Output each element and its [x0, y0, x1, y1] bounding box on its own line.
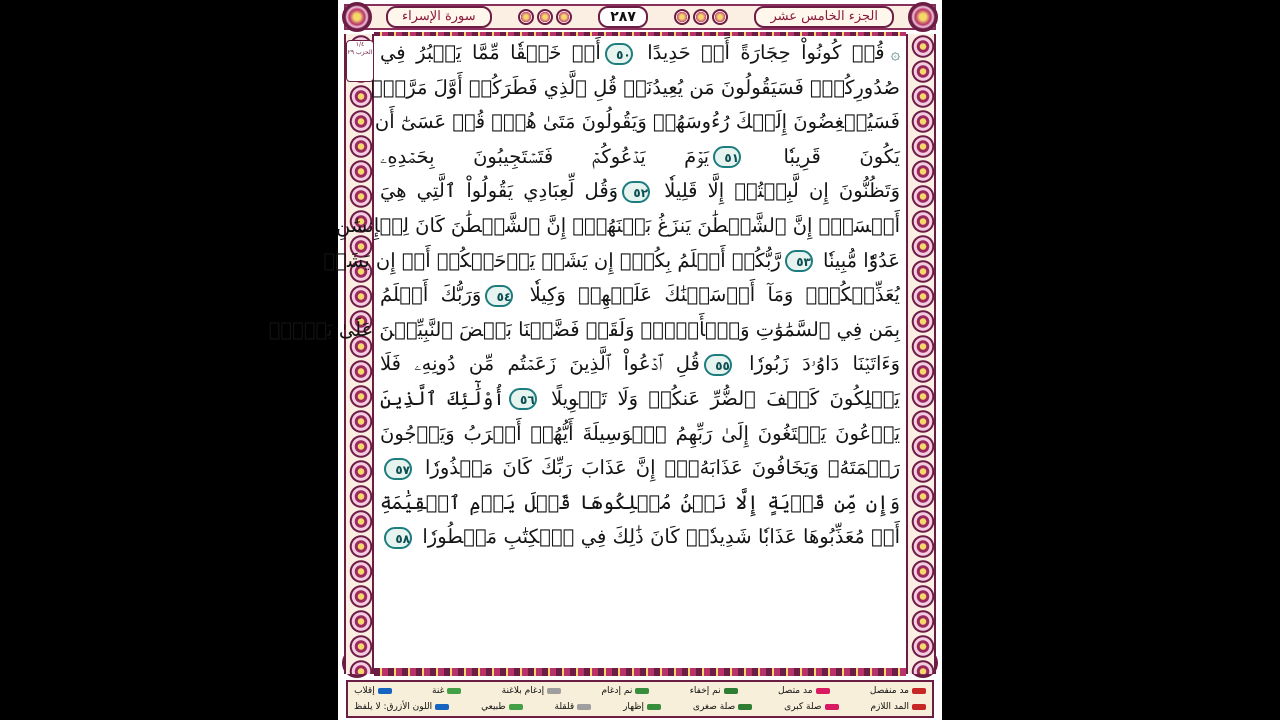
legend-item	[481, 699, 522, 715]
verse-text: رَحۡمَتَهُۥ وَيَخَافُونَ عَذَابَهُۥٓۚ إِنَّ عَذَابَ رَبِّكَ كَانَ مَحۡذُورٗا	[416, 456, 900, 480]
legend-label: إدغام بلاغنة	[501, 686, 545, 696]
legend-swatch	[724, 688, 738, 694]
ayah-number-marker: ٥٥	[704, 354, 732, 376]
text-line	[380, 347, 900, 382]
text-line	[380, 486, 900, 521]
legend-swatch	[825, 704, 839, 710]
page-header	[344, 4, 936, 30]
text-line	[380, 174, 900, 209]
hizb-marker: ١/٤ الحزب ٢٩	[346, 40, 374, 82]
verse-text: صُدُورِكُمۡۚ فَسَيَقُولُونَ مَن يُعِيدُنَاۖ قُلِ ٱلَّذِي فَطَرَكُمۡ أَوَّلَ مَرَّةٖۚ	[371, 75, 900, 99]
verse-text: يَدۡعُونَ يَبۡتَغُونَ إِلَىٰ رَبِّهِمُ ٱلۡوَسِيلَةَ أَيُّهُمۡ أَقۡرَبُ وَيَرۡجُونَ	[380, 421, 900, 445]
verse-text: أَوۡ خَلۡقٗا مِّمَّا يَكۡبُرُ فِي	[380, 41, 601, 64]
text-line	[380, 140, 900, 175]
legend-swatch	[577, 704, 591, 710]
verse-text: يُعَذِّبۡكُمۡۚ وَمَآ أَرۡسَلۡنَٰكَ عَلَيۡهِمۡ وَكِيلٗا	[517, 283, 900, 307]
verse-text: بِمَن فِي ٱلسَّمَٰوَٰتِ وَٱلۡأَرۡضِۗ وَلَقَدۡ فَضَّلۡنَا بَعۡضَ ٱلنَّبِيِّـۧنَ عَلَىٰ بَعۡضٖۖ	[268, 317, 900, 341]
legend-item	[601, 683, 649, 699]
verse-text: أَوۡ مُعَذِّبُوهَا عَذَابٗا شَدِيدٗاۚ كَانَ ذَٰلِكَ فِي ٱلۡكِتَٰبِ مَسۡطُورٗا	[416, 525, 900, 549]
verse-text: قُلِ ٱدۡعُواْ ٱلَّذِينَ زَعَمۡتُم مِّن دُونِهِۦ فَلَا	[380, 352, 700, 376]
legend-label: مد منفصل	[869, 686, 909, 696]
legend-item	[623, 699, 661, 715]
verse-text: وَقُل لِّعِبَادِي يَقُولُواْ ٱلَّتِي هِيَ	[380, 179, 619, 203]
legend-swatch	[447, 688, 461, 694]
text-line	[380, 36, 900, 71]
legend-label: إظهار	[623, 702, 644, 712]
legend-swatch	[378, 688, 392, 694]
verse-text: فَسَيُنۡغِضُونَ إِلَيۡكَ رُءُوسَهُمۡ وَيَقُولُونَ مَتَىٰ هُوَۖ قُلۡ عَسَىٰٓ أَن	[374, 110, 900, 134]
page-number: ٢٨٧	[598, 6, 648, 28]
legend-swatch	[912, 688, 926, 694]
verse-text: أُوْلَٰٓئِكَ ٱلَّذِينَ	[380, 386, 505, 410]
border-ornament-bottom	[374, 668, 906, 676]
text-line	[380, 278, 900, 313]
legend-label: قلقلة	[554, 702, 575, 712]
legend-label: طبيعي	[481, 702, 506, 712]
text-line	[380, 417, 900, 452]
legend-row	[354, 683, 926, 699]
legend-label: نم إدغام	[601, 686, 633, 696]
ayah-number-marker: ٥٤	[485, 285, 513, 307]
ayah-number-marker: ٥٠	[605, 43, 633, 65]
legend-label: اللون الأزرق: لا يلفظ	[354, 702, 433, 712]
legend-item	[784, 699, 838, 715]
text-line	[380, 451, 900, 486]
legend-item	[870, 699, 926, 715]
ayah-number-marker: ٥١	[713, 146, 741, 168]
verse-text: وَإِن مِّن قَرۡيَةٍ إِلَّا نَحۡنُ مُهۡلِكُوهَا قَبۡلَ يَوۡمِ ٱلۡقِيَٰمَةِ	[380, 490, 900, 514]
text-line	[268, 313, 900, 348]
verse-text: يَوۡمَ يَدۡعُوكُمۡ فَتَسۡتَجِيبُونَ بِحَمۡدِهِۦ	[380, 144, 710, 168]
corner-rosette-top-right	[908, 2, 938, 32]
legend-swatch	[647, 704, 661, 710]
text-line	[371, 71, 900, 106]
text-line	[374, 105, 900, 140]
ayah-number-marker: ٥٧	[384, 458, 412, 480]
legend-swatch	[635, 688, 649, 694]
text-line	[323, 244, 900, 279]
legend-item	[693, 699, 752, 715]
legend-item	[502, 683, 562, 699]
corner-rosette-top-left	[342, 2, 372, 32]
juz-label: الجزء الخامس عشر	[754, 6, 894, 28]
surah-label: سورة الإسراء	[386, 6, 492, 28]
verse-text: يَمۡلِكُونَ كَشۡفَ ٱلضُّرِّ عَنكُمۡ وَلَا تَحۡوِيلًا	[540, 386, 900, 410]
tajweed-legend	[346, 680, 934, 718]
legend-swatch	[435, 704, 449, 710]
legend-label: صلة كبرى	[784, 702, 822, 712]
legend-item	[690, 683, 738, 699]
legend-item	[778, 683, 830, 699]
legend-label: نم إخفاء	[689, 686, 721, 696]
legend-item	[555, 699, 592, 715]
legend-item	[354, 699, 449, 715]
header-ornament-left	[518, 9, 572, 25]
legend-swatch	[509, 704, 523, 710]
verse-text: وَرَبُّكَ أَعۡلَمُ	[380, 283, 482, 307]
verse-text: قُلۡ كُونُواْ حِجَارَةً أَوۡ حَدِيدًا	[636, 41, 885, 64]
legend-label: إقلاب	[354, 686, 375, 696]
verse-text: وَءَاتَيۡنَا دَاوُۥدَ زَبُورٗا	[735, 352, 900, 376]
legend-row	[354, 699, 926, 715]
ayah-number-marker: ٥٦	[509, 388, 537, 410]
ayah-number-marker: ٥٣	[785, 250, 813, 272]
verse-text: أَحۡسَنُۚ إِنَّ ٱلشَّيۡطَٰنَ يَنزَغُ بَيۡنَهُمۡۚ إِنَّ ٱلشَّيۡطَٰنَ كَانَ لِلۡإِنسَٰنِ	[336, 213, 900, 237]
text-line	[336, 209, 900, 244]
legend-item	[354, 683, 392, 699]
legend-label: صلة صغرى	[692, 702, 736, 712]
legend-label: غنة	[432, 686, 445, 696]
legend-item	[870, 683, 926, 699]
legend-item	[432, 683, 461, 699]
legend-swatch	[547, 688, 561, 694]
mushaf-page	[268, 0, 942, 720]
legend-swatch	[912, 704, 926, 710]
text-line	[380, 520, 900, 555]
ayah-number-marker: ٥٨	[384, 527, 412, 549]
verse-text: يَكُونَ قَرِيبٗا	[745, 144, 900, 168]
border-ornament-right	[906, 34, 936, 674]
text-line	[380, 382, 900, 417]
legend-swatch	[816, 688, 830, 694]
verse-text: عَدُوّٗا مُّبِينٗا	[816, 248, 900, 272]
legend-label: مد متصل	[777, 686, 813, 696]
legend-swatch	[738, 704, 752, 710]
ayah-number-marker: ٥٢	[622, 181, 650, 203]
verse-text: رَّبُّكُمۡ أَعۡلَمُ بِكُمۡۖ إِن يَشَأۡ يَرۡحَمۡكُمۡ أَوۡ إِن يَشَأۡ	[323, 248, 781, 272]
header-ornament-right	[674, 9, 728, 25]
legend-label: المد اللازم	[870, 702, 909, 712]
verse-text: وَتَظُنُّونَ إِن لَّبِثۡتُمۡ إِلَّا قَلِيلٗا	[654, 179, 901, 203]
border-ornament-left	[344, 34, 374, 674]
rub-el-hizb-icon: ۞	[890, 44, 901, 63]
